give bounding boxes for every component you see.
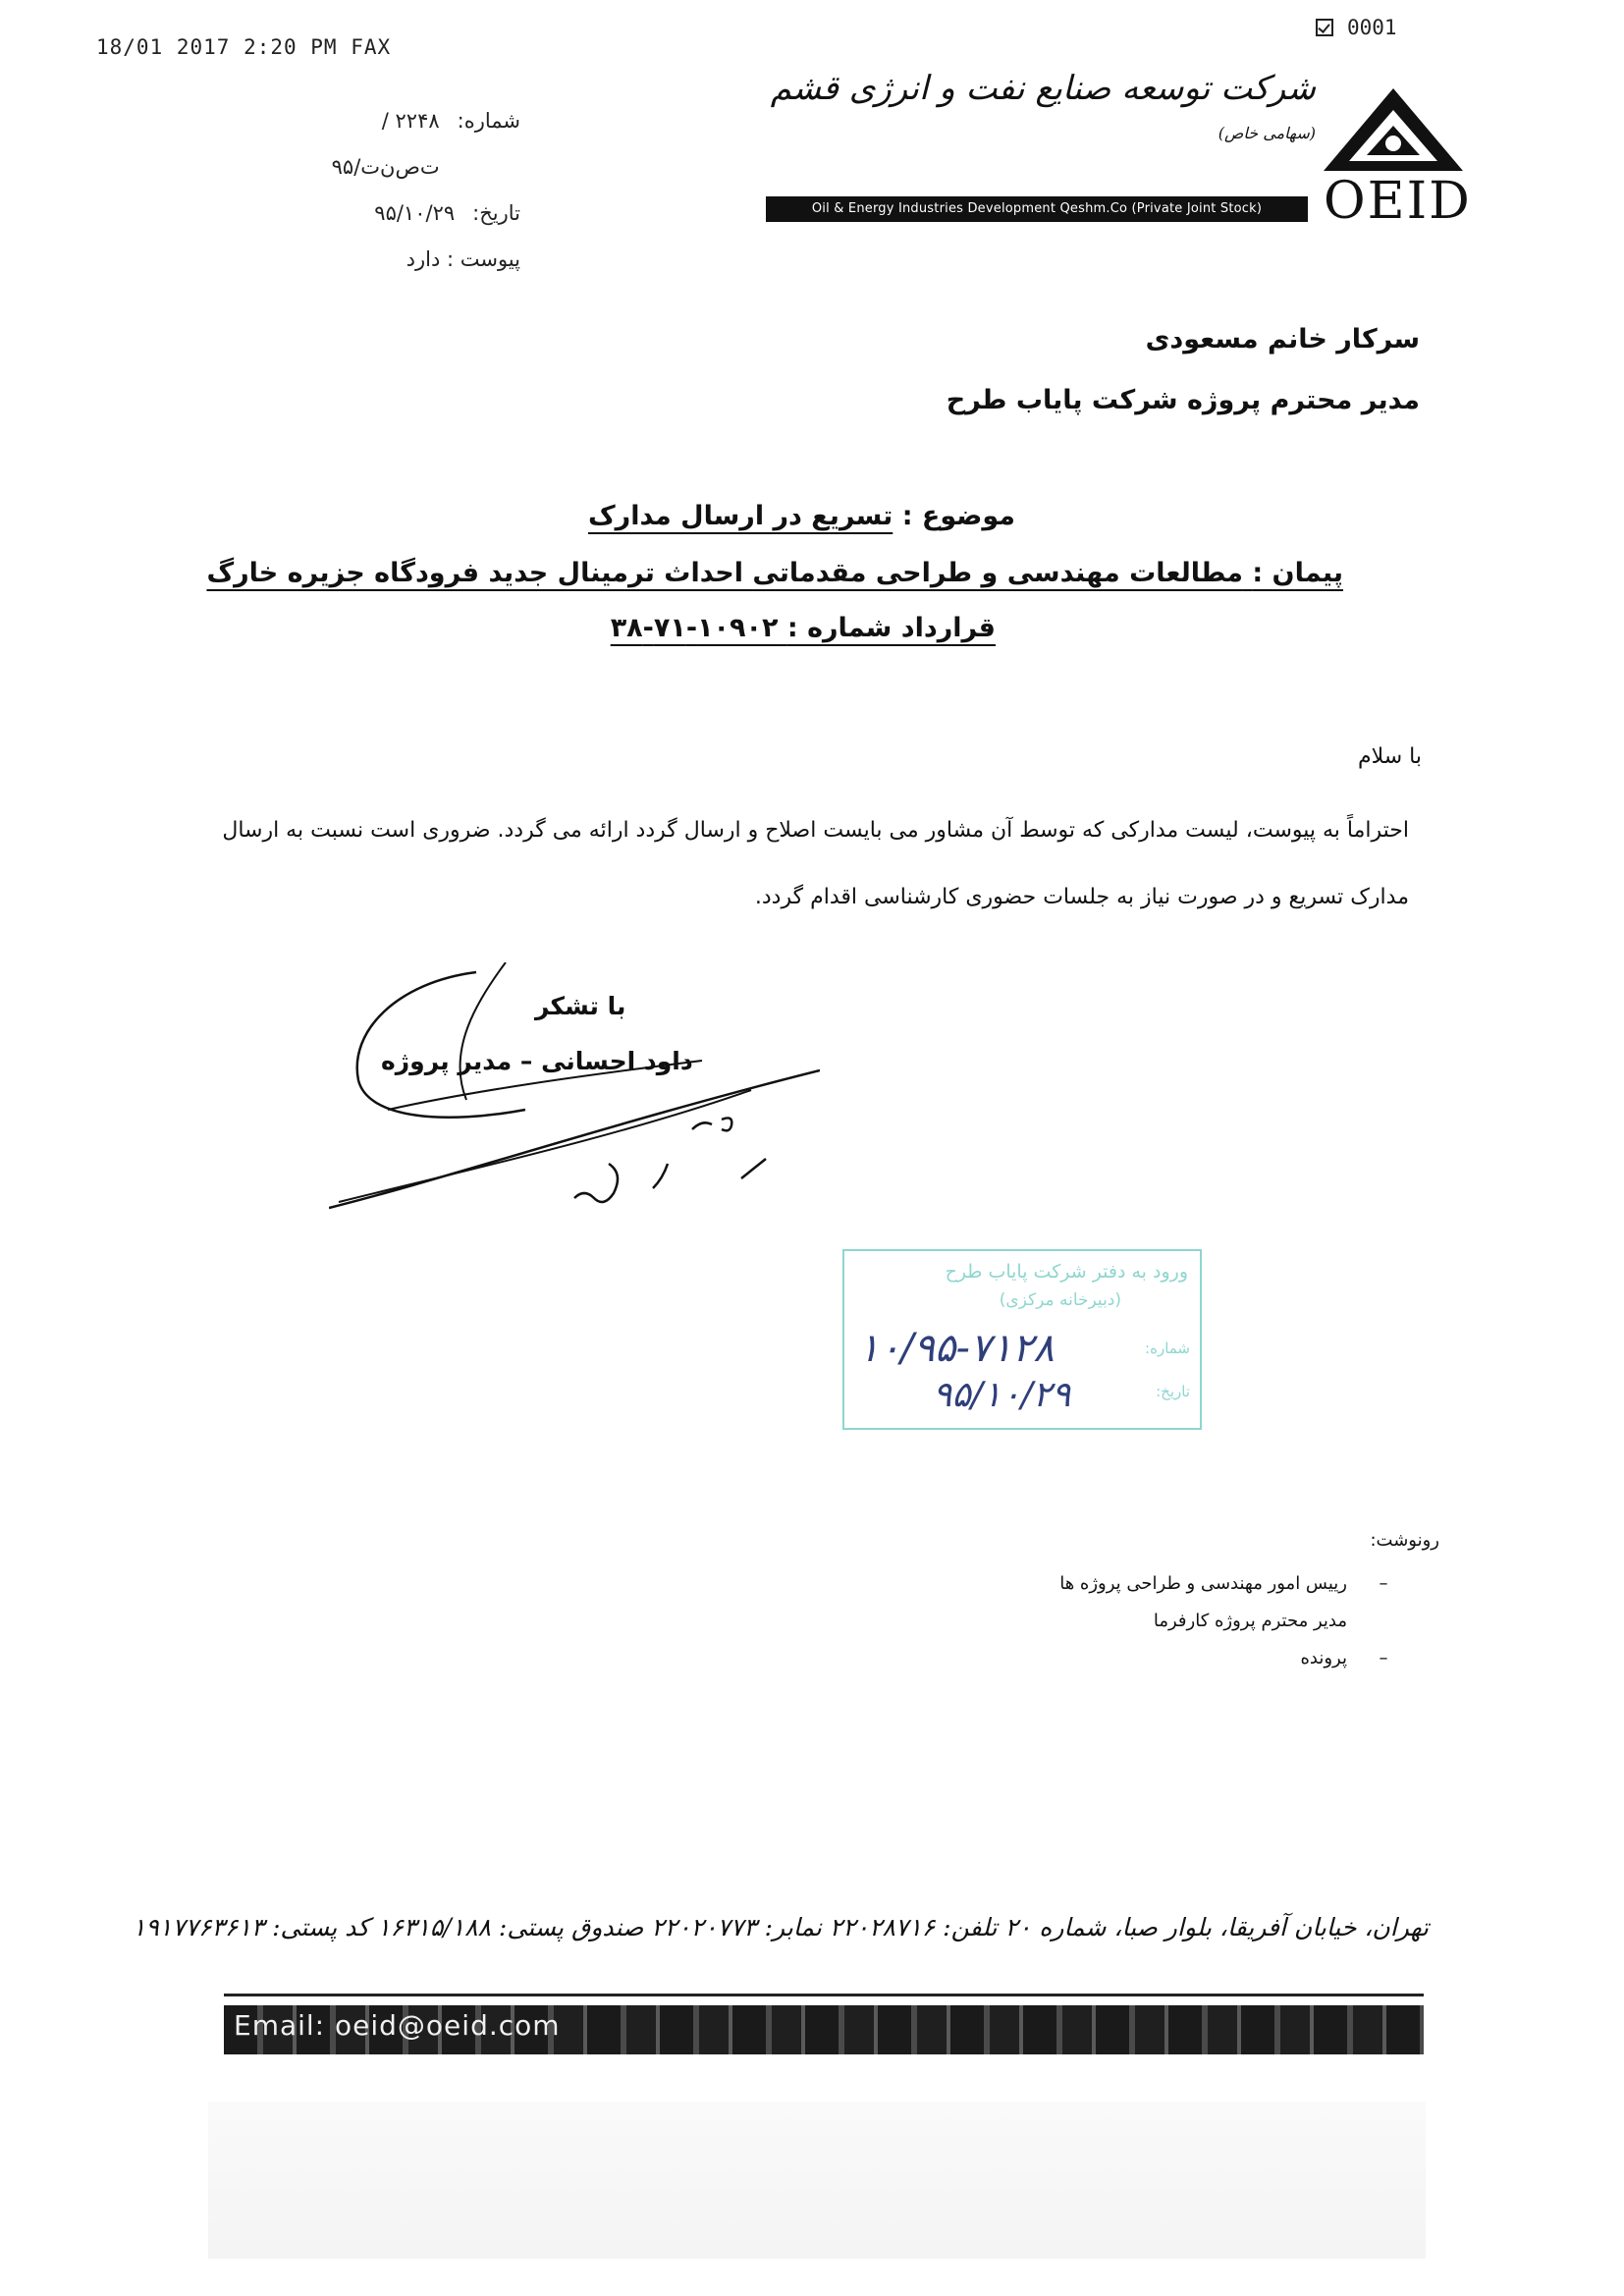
checkbox-icon — [1316, 19, 1333, 36]
contract-number-label: قرارداد شماره : — [786, 613, 996, 643]
stamp-date-value: ۹۵/۱۰/۲۹ — [933, 1375, 1071, 1415]
fax-page-number — [1316, 16, 1397, 39]
stamp-subtitle: (دبیرخانه مرکزی) — [999, 1290, 1121, 1310]
cc-item — [899, 1640, 1390, 1677]
stamp-number-value: ۱۰/۹۵-۷۱۲۸ — [858, 1326, 1055, 1371]
cc-item-text: مدیر محترم پروژه کارفرما — [1153, 1611, 1347, 1631]
contract-number-line — [611, 613, 996, 643]
number-label: شماره: — [457, 109, 520, 133]
cc-item-text: رییس امور مهندسی و طراحی پروژه ها — [1059, 1573, 1347, 1594]
number-value: ۲۲۴۸ / ت‌ص‌ن‌ت/۹۵ — [331, 109, 440, 179]
greeting: با سلام — [1357, 744, 1422, 769]
signature-thanks: با تشکر — [535, 992, 626, 1020]
subject-value: تسریع در ارسال مدارک — [588, 501, 893, 531]
cc-item — [899, 1603, 1390, 1640]
cc-item-dash: – — [1379, 1573, 1388, 1594]
fax-header-line: 18/01 2017 2:20 PM FAX — [96, 35, 392, 59]
cc-item-dash: – — [1379, 1648, 1388, 1668]
footer-address: تهران، خیابان آفریقا، بلوار صبا، شماره ۲۰ تلفن: ۲۲۰۲۸۷۱۶ نمابر: ۲۲۰۲۰۷۷۳ صندوق پستی: ۱۶۳۱۵/۱۸۸ کد پستی: ۱۹۱۷۷۶۳۶۱۳ — [132, 1913, 1429, 1941]
date-label: تاریخ: — [472, 201, 520, 225]
cc-item-text: پرونده — [1300, 1648, 1347, 1668]
signature-name: داود احسانی – مدیر پروژه — [381, 1047, 693, 1075]
company-name-persian — [766, 69, 1316, 147]
cc-list — [899, 1565, 1390, 1677]
stamp-number-label: شماره: — [1145, 1339, 1190, 1357]
company-name-fa: شرکت توسعه صنایع نفت و انرژی قشم — [770, 69, 1316, 108]
cc-item-dash — [1377, 1603, 1390, 1640]
scan-artifact — [208, 2102, 1426, 2259]
subject-label: موضوع : — [901, 501, 1015, 531]
receipt-stamp — [842, 1249, 1202, 1430]
recipient-name: سرکار خانم مسعودی — [1145, 324, 1420, 355]
footer-email: Email: oeid@oeid.com — [234, 2009, 561, 2042]
cc-item — [899, 1565, 1390, 1603]
company-name-english: Oil & Energy Industries Development Qeshm.Co (Private Joint Stock) — [766, 196, 1308, 222]
letter-meta — [324, 98, 520, 283]
company-logo-word: OEID — [1324, 172, 1472, 231]
contract-value: مطالعات مهندسی و طراحی مقدماتی احداث ترمینال جدید فرودگاه جزیره خارگ — [206, 558, 1243, 588]
recipient-title: مدیر محترم پروژه شرکت پایاب طرح — [946, 385, 1420, 415]
date-value: ۹۵/۱۰/۲۹ — [374, 201, 456, 225]
cc-title: رونوشت: — [1370, 1530, 1439, 1551]
contract-number-value: ۱۰۹۰۲-۷۱-۳۸ — [610, 613, 779, 643]
company-logo-icon — [1316, 81, 1471, 179]
contract-label: پیمان : — [1252, 558, 1343, 588]
stamp-title: ورود به دفتر شرکت پایاب طرح — [945, 1261, 1188, 1283]
attachment-note: پیوست : دارد — [406, 247, 520, 271]
subject-line — [588, 501, 1015, 531]
fax-page-label: 0001 — [1347, 16, 1397, 39]
stamp-date-label: تاریخ: — [1156, 1383, 1190, 1400]
company-type-fa: (سهامی خاص) — [1218, 124, 1316, 142]
contract-line — [206, 558, 1343, 588]
body-paragraph: احتراماً به پیوست، لیست مدارکی که توسط آن مشاور می بایست اصلاح و ارسال گردد ارائه می گردد. ضروری است نسبت به ارسال مدارک تسریع و در صورت نیاز به جلسات حضوری کارشناسی اقدام گردد. — [222, 818, 1409, 909]
footer-divider — [224, 1994, 1424, 1996]
